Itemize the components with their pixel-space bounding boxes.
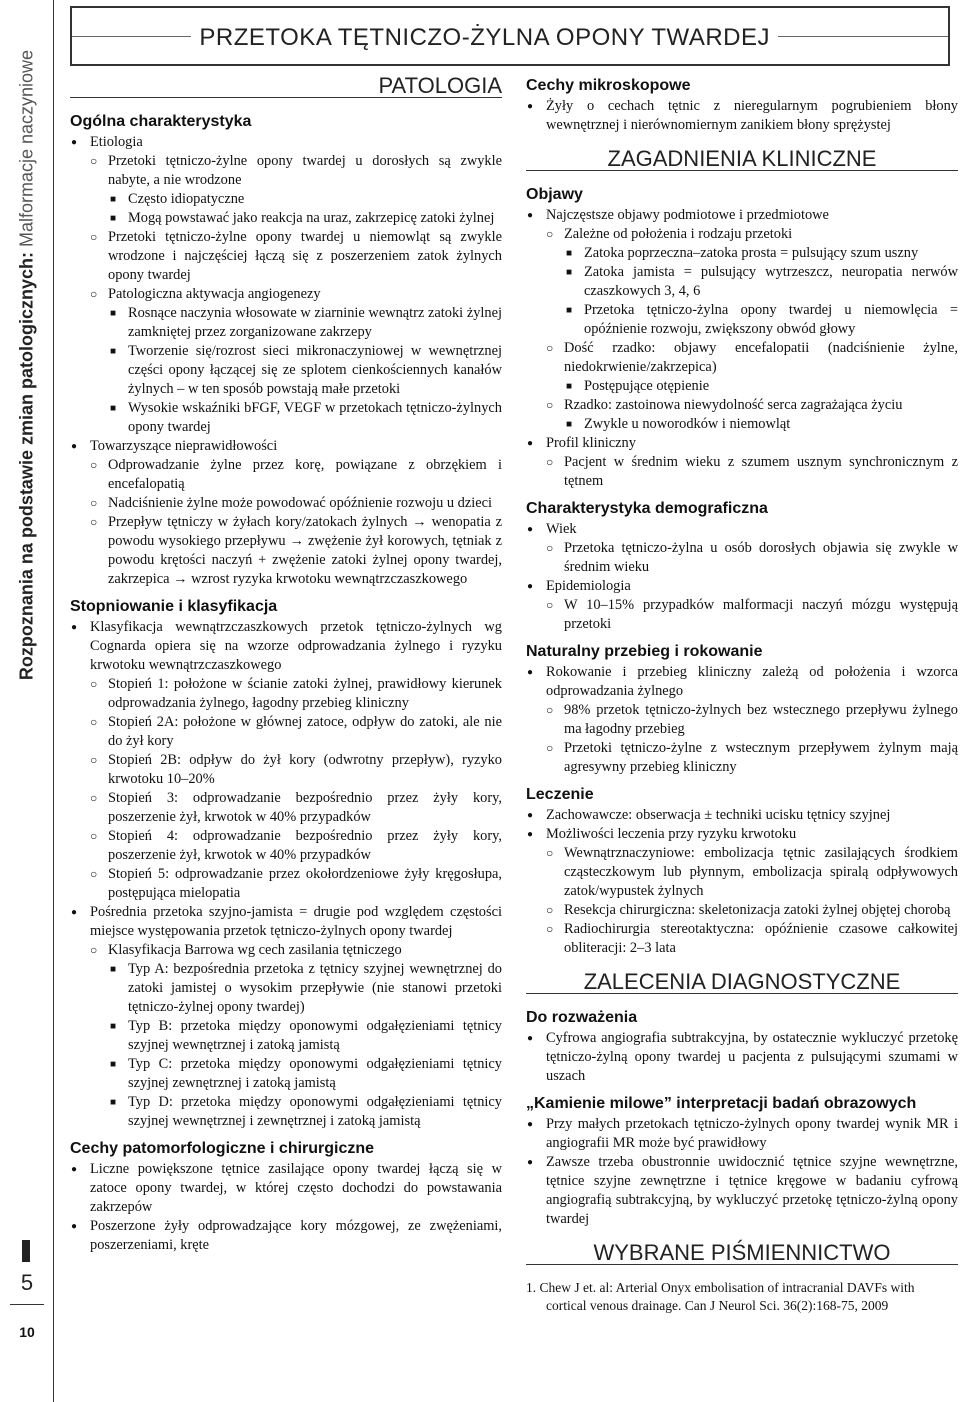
sub-sub-bullet-item: ■ Przetoka tętniczo-żylna opony twardej u niemowlęcia = opóźnienie rozwoju, zwiększony obwód głowy	[526, 301, 958, 339]
sub-bullet-item: ○ Stopień 5: odprowadzanie przez okołordzeniowe żyły kręgosłupa, postępująca mielopatia	[70, 865, 502, 903]
sub-sub-bullet-item: ■ Typ C: przetoka między oponowymi odgałęzieniami tętnicy szyjnej zewnętrznej i zatoką jamistą	[70, 1055, 502, 1093]
bullet-item: ● Profil kliniczny	[526, 434, 958, 453]
sub-bullet-item: ○ Wewnątrznaczyniowe: embolizacja tętnic zasilających środkiem cząsteczkowym lub płynnym, embolizacja spiralą odpływowych zatok/wypustek żylnych	[526, 844, 958, 901]
sub-sub-bullet-item: ■ Zwykle u noworodków i niemowląt	[526, 415, 958, 434]
bullet-item: ● Rokowanie i przebieg kliniczny zależą od położenia i wzorca odprowadzania żylnego	[526, 663, 958, 701]
page-number: 10	[19, 1324, 35, 1340]
chapter-title-light: Malformacje naczyniowe	[16, 49, 37, 253]
sub-bullet-item: ○ Stopień 2B: odpływ do żył kory (odwrotny przepływ), ryzyko krwotoku 10–20%	[70, 751, 502, 789]
sub-sub-bullet-item: ■ Typ B: przetoka między oponowymi odgałęzieniami tętnicy szyjnej wewnętrznej i zatoką jamistą	[70, 1017, 502, 1055]
sub-bullet-item: ○ Klasyfikacja Barrowa wg cech zasilania tętniczego	[70, 941, 502, 960]
chapter-number: 5	[20, 1270, 34, 1295]
subsection-heading: Ogólna charakterystyka	[70, 113, 252, 130]
bullet-item: ● Klasyfikacja wewnątrzczaszkowych przetok tętniczo-żylnych wg Cognarda opiera się na wzorze odprowadzania żylnego i ryzyku krwotoku wewnątrzczaszkowego	[70, 618, 502, 675]
section-title: ZALECENIA DIAGNOSTYCZNE	[526, 972, 958, 994]
page-title: PRZETOKA TĘTNICZO-ŻYLNA OPONY TWARDEJ	[191, 24, 778, 52]
sub-bullet-item: ○ Patologiczna aktywacja angiogenezy	[70, 285, 502, 304]
sub-sub-bullet-item: ■ Mogą powstawać jako reakcja na uraz, zakrzepicę zatoki żylnej	[70, 209, 502, 228]
sub-bullet-item: ○ Stopień 1: położone w ścianie zatoki żylnej, prawidłowy kierunek odprowadzania żylnego, łagodny przebieg kliniczny	[70, 675, 502, 713]
sub-bullet-item: ○ Przetoki tętniczo-żylne z wstecznym przepływem żylnym mają agresywny przebieg kliniczny	[526, 739, 958, 777]
reference-entry: 1. Chew J et. al: Arterial Onyx embolisation of intracranial DAVFs with cortical venous drainage. Can J Neurol Sci. 36(2):168-75, 2009	[526, 1280, 915, 1313]
subsection-heading: Do rozważenia	[526, 1009, 638, 1026]
bullet-item: ● Żyły o cechach tętnic z nieregularnym pogrubieniem błony wewnętrznej i nierównomiernym zanikiem błony sprężystej	[526, 97, 958, 135]
bullet-item: ● Cyfrowa angiografia subtrakcyjna, by ostatecznie wykluczyć przetokę tętniczo-żylną opony twardej u pacjenta z pulsującymi szumami w uszach	[526, 1029, 958, 1086]
chapter-title-bold: Rozpoznania na podstawie zmian patologicznych:	[16, 252, 37, 681]
bullet-item: ● Zawsze trzeba obustronnie uwidocznić tętnice szyjne wewnętrzne, tętnice szyjne zewnętrzne i tętnice kręgowe w badaniu cyfrową angiografią subtrakcyjną, by wykluczyć przetokę tętniczo-żylną opony twardej	[526, 1153, 958, 1229]
sub-sub-bullet-item: ■ Często idiopatyczne	[70, 190, 502, 209]
sub-sub-bullet-item: ■ Tworzenie się/rozrost sieci mikronaczyniowej w wewnętrznej części opony łączącej się ze splotem cienkościennych kanałów żylnych – w ten sposób powstają małe przetoki	[70, 342, 502, 399]
chapter-marker-bar	[22, 1240, 30, 1262]
section-title-patologia: PATOLOGIA	[70, 76, 502, 98]
subsection-heading: Naturalny przebieg i rokowanie	[526, 643, 763, 660]
sub-bullet-item: ○ Dość rzadko: objawy encefalopatii (nadciśnienie żylne, niedokrwienie/zakrzepica)	[526, 339, 958, 377]
bullet-item: ● Etiologia	[70, 133, 502, 152]
chapter-running-title	[17, 50, 38, 680]
sub-sub-bullet-item: ■ Rosnące naczynia włosowate w ziarninie wewnątrz zatoki żylnej zamkniętej przez zorganizowane zakrzepy	[70, 304, 502, 342]
sub-sub-bullet-item: ■ Typ A: bezpośrednia przetoka z tętnicy szyjnej wewnętrznej do zatoki jamistej o wysokim przepływie (nie stanowi przetoki tętniczo-żylnej opony twardej)	[70, 960, 502, 1017]
sub-bullet-item: ○ Nadciśnienie żylne może powodować opóźnienie rozwoju u dzieci	[70, 494, 502, 513]
section-title: WYBRANE PIŚMIENNICTWO	[526, 1243, 958, 1265]
bullet-item: ● Towarzyszące nieprawidłowości	[70, 437, 502, 456]
subsection-heading: Charakterystyka demograficzna	[526, 500, 768, 517]
sub-bullet-item: ○ Przetoki tętniczo-żylne opony twardej u dorosłych są zwykle nabyte, a nie wrodzone	[70, 152, 502, 190]
sub-sub-bullet-item: ■ Typ D: przetoka między oponowymi odgałęzieniami tętnicy szyjnej wewnętrznej i zewnętrznej i zatoką jamistą	[70, 1093, 502, 1131]
sub-bullet-item: ○ Stopień 3: odprowadzanie bezpośrednio przez żyły kory, poszerzenie żył, krwotok w 40% przypadków	[70, 789, 502, 827]
subsection-heading: Objawy	[526, 186, 583, 203]
sub-bullet-item: ○ Stopień 2A: położone w głównej zatoce, odpływ do zatoki, ale nie do żył kory	[70, 713, 502, 751]
subsection-heading: Stopniowanie i klasyfikacja	[70, 598, 278, 615]
sub-bullet-item: ○ Pacjent w średnim wieku z szumem usznym synchronicznym z tętnem	[526, 453, 958, 491]
sub-sub-bullet-item: ■ Wysokie wskaźniki bFGF, VEGF w przetokach tętniczo-żylnych opony twardej	[70, 399, 502, 437]
right-content	[526, 76, 958, 1315]
bullet-item: ● Przy małych przetokach tętniczo-żylnych opony twardej wynik MR i angiografii MR może być prawidłowy	[526, 1115, 958, 1153]
sub-bullet-item: ○ Przetoka tętniczo-żylna u osób dorosłych objawia się zwykle w średnim wieku	[526, 539, 958, 577]
subsection-heading: Leczenie	[526, 786, 594, 803]
subsection-heading: „Kamienie milowe” interpretacji badań obrazowych	[526, 1095, 917, 1112]
subsection-heading: Cechy mikroskopowe	[526, 77, 691, 94]
left-column	[70, 73, 502, 1255]
sub-bullet-item: ○ Radiochirurgia stereotaktyczna: opóźnienie czasowe całkowitej obliteracji: 2–3 lata	[526, 920, 958, 958]
bullet-item: ● Liczne powiększone tętnice zasilające opony twardej łączą się w zatoce opony twardej, w której często dochodzi do powstawania zakrzepów	[70, 1160, 502, 1217]
sub-bullet-item: ○ Przepływ tętniczy w żyłach kory/zatokach żylnych → wenopatia z powodu wysokiego przepływu → zwężenie żył korowych, tętniak z powodu krętości naczyń + zwężenie zatoki żylnej opony twardej, zakrzepica → wzrost ryzyka krwotoku wewnątrzczaszkowego	[70, 513, 502, 589]
chapter-side-tab	[0, 0, 54, 1402]
sub-sub-bullet-item: ■ Zatoka poprzeczna–zatoka prosta = pulsujący szum uszny	[526, 244, 958, 263]
bullet-item: ● Najczęstsze objawy podmiotowe i przedmiotowe	[526, 206, 958, 225]
sub-bullet-item: ○ Resekcja chirurgiczna: skeletonizacja zatoki żylnej objętej chorobą	[526, 901, 958, 920]
bullet-item: ● Poszerzone żyły odprowadzające kory mózgowej, ze zwężeniami, poszerzeniami, kręte	[70, 1217, 502, 1255]
bullet-item: ● Wiek	[526, 520, 958, 539]
section-title: ZAGADNIENIA KLINICZNE	[526, 149, 958, 171]
sub-bullet-item: ○ Stopień 4: odprowadzanie bezpośrednio przez żyły kory, poszerzenie żył, krwotok w 40% przypadków	[70, 827, 502, 865]
sub-sub-bullet-item: ■ Postępujące otępienie	[526, 377, 958, 396]
right-column	[526, 76, 958, 1315]
sub-bullet-item: ○ Przetoki tętniczo-żylne opony twardej u niemowląt są zwykle wrodzone i najczęściej łączą się z poszerzeniem zatok żylnych opony twardej	[70, 228, 502, 285]
bullet-item: ● Epidemiologia	[526, 577, 958, 596]
bullet-item: ● Możliwości leczenia przy ryzyku krwotoku	[526, 825, 958, 844]
bullet-item: ● Zachowawcze: obserwacja ± techniki ucisku tętnicy szyjnej	[526, 806, 958, 825]
sub-sub-bullet-item: ■ Zatoka jamista = pulsujący wytrzeszcz, neuropatia nerwów czaszkowych 3, 4, 6	[526, 263, 958, 301]
chapter-divider	[10, 1304, 44, 1305]
sub-bullet-item: ○ W 10–15% przypadków malformacji naczyń mózgu występują przetoki	[526, 596, 958, 634]
sub-bullet-item: ○ Zależne od położenia i rodzaju przetoki	[526, 225, 958, 244]
sub-bullet-item: ○ Rzadko: zastoinowa niewydolność serca zagrażająca życiu	[526, 396, 958, 415]
sub-bullet-item: ○ Odprowadzanie żylne przez korę, powiązane z obrzękiem i encefalopatią	[70, 456, 502, 494]
left-content	[70, 112, 502, 1255]
page-title-bar	[70, 6, 950, 66]
sub-bullet-item: ○ 98% przetok tętniczo-żylnych bez wstecznego przepływu żylnego ma łagodny przebieg	[526, 701, 958, 739]
bullet-item: ● Pośrednia przetoka szyjno-jamista = drugie pod względem częstości miejsce występowania przetok tętniczo-żylnych opony twardej	[70, 903, 502, 941]
subsection-heading: Cechy patomorfologiczne i chirurgiczne	[70, 1140, 375, 1157]
